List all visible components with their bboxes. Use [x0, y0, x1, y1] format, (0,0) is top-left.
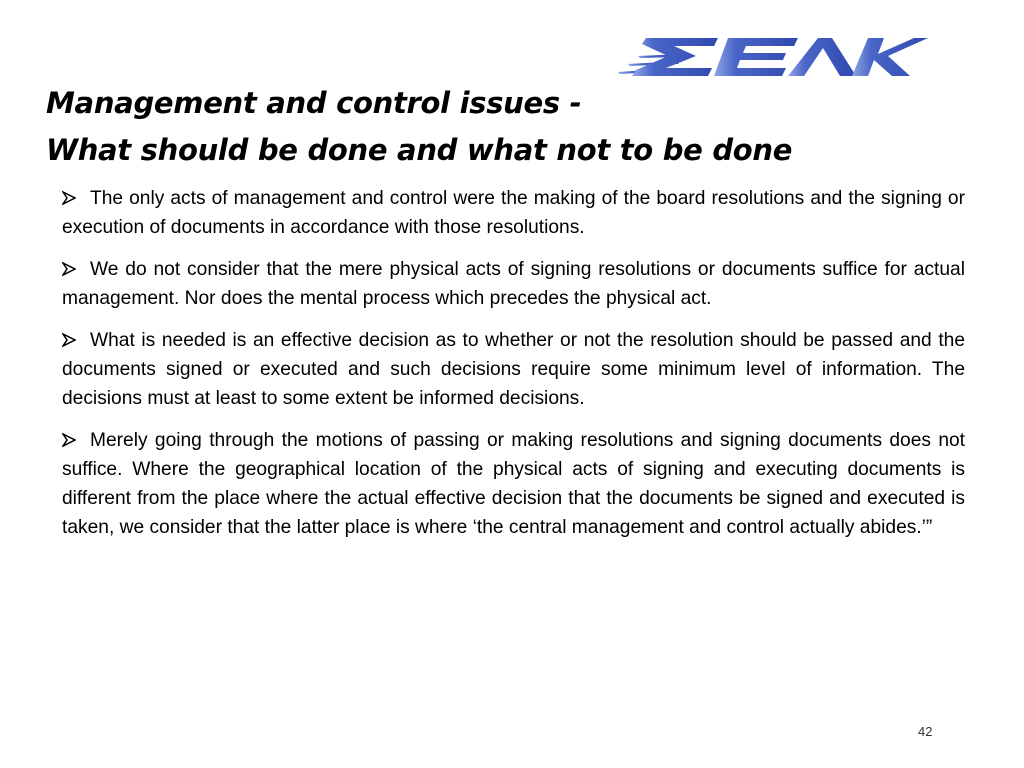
- bullet-text: What is needed is an effective decision as to whether or not the resolution should be passed and the documents signed or executed and such decisions require some minimum level of information. The decisions must at least to some extent be informed decisions.: [62, 330, 965, 409]
- page-number: 42: [918, 724, 933, 739]
- arrow-bullet-icon: [62, 191, 76, 205]
- bullet-text: We do not consider that the mere physical acts of signing resolutions or documents suffice for actual management. Nor does the mental process which precedes the physical act.: [62, 259, 965, 309]
- bullet-list: [62, 184, 965, 555]
- bullet-text: Merely going through the motions of passing or making resolutions and signing documents does not suffice. Where the geographical location of the physical acts of signing and executing documents is different from the place where the actual effective decision that the documents be signed and executed is taken, we consider that the latter place is where ‘the central management and control actually abides.’”: [62, 430, 965, 538]
- bullet-item: [62, 426, 965, 542]
- zeak-logo: [618, 34, 928, 78]
- arrow-bullet-icon: [62, 433, 76, 447]
- title-line-2: What should be done and what not to be done: [46, 133, 793, 167]
- slide-title: [46, 80, 966, 174]
- arrow-bullet-icon: [62, 333, 76, 347]
- arrow-bullet-icon: [62, 262, 76, 276]
- bullet-item: [62, 255, 965, 313]
- bullet-item: [62, 326, 965, 413]
- bullet-text: The only acts of management and control were the making of the board resolutions and the signing or execution of documents in accordance with those resolutions.: [62, 188, 965, 238]
- bullet-item: [62, 184, 965, 242]
- title-line-1: Management and control issues -: [46, 86, 582, 120]
